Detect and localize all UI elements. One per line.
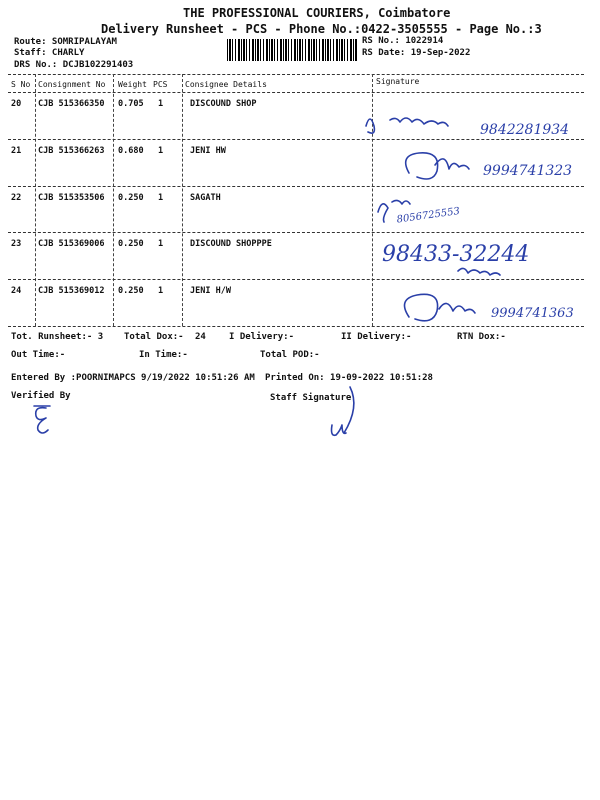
in-time: In Time:-	[139, 350, 188, 360]
signature-row-20	[360, 108, 590, 144]
signature-number: 98433-32244	[382, 242, 530, 267]
signature-number: 8056725553	[396, 205, 461, 226]
signature-row-21	[395, 145, 595, 187]
staff-signature-mark	[322, 385, 362, 443]
row-weight: 0.250	[118, 239, 144, 249]
signature-number: 9994741363	[491, 306, 574, 321]
signature-row-24	[395, 287, 595, 329]
row-rule	[8, 232, 584, 233]
col-header-consignee: Consignee Details	[185, 80, 267, 89]
total-dox-value: 24	[195, 332, 206, 342]
runsheet-title: Delivery Runsheet - PCS - Phone No.:0422-3505555 - Page No.:3	[101, 22, 542, 36]
header-rule	[8, 92, 584, 93]
row-sno: 21	[11, 146, 22, 156]
row-consignee: JENI HW	[190, 146, 226, 156]
row-weight: 0.680	[118, 146, 144, 156]
row-weight: 0.250	[118, 286, 144, 296]
signature-row-23	[378, 235, 588, 279]
col-header-signature: Signature	[376, 77, 420, 86]
row-consignment: CJB 515366350	[38, 99, 105, 109]
row-consignee: JENI H/W	[190, 286, 231, 296]
total-pod: Total POD:-	[260, 350, 320, 360]
out-time: Out Time:-	[11, 350, 66, 360]
ii-delivery: II Delivery:-	[341, 332, 412, 342]
staff-label: Staff: CHARLY	[14, 48, 85, 58]
row-sno: 24	[11, 286, 22, 296]
row-consignee: DISCOUND SHOPPPE	[190, 239, 272, 249]
row-weight: 0.250	[118, 193, 144, 203]
rs-number: RS No.: 1022914	[362, 36, 444, 46]
row-rule	[8, 279, 584, 280]
verified-by: Verified By	[11, 391, 71, 401]
row-sno: 20	[11, 99, 22, 109]
row-pcs: 1	[158, 99, 164, 109]
row-pcs: 1	[158, 286, 164, 296]
company-title: THE PROFESSIONAL COURIERS, Coimbatore	[183, 6, 451, 20]
col-divider	[182, 74, 183, 326]
col-divider	[113, 74, 114, 326]
verified-signature-mark	[28, 402, 58, 436]
drs-label: DRS No.: DCJB102291403	[14, 60, 134, 70]
col-divider	[35, 74, 36, 326]
row-consignment: CJB 515353506	[38, 193, 105, 203]
i-delivery: I Delivery:-	[229, 332, 295, 342]
table-top-rule	[8, 74, 584, 75]
row-consignment: CJB 515366263	[38, 146, 105, 156]
barcode	[227, 39, 357, 61]
row-weight: 0.705	[118, 99, 144, 109]
row-pcs: 1	[158, 239, 164, 249]
col-header-consignment: Consignment No	[38, 80, 106, 89]
row-consignee: DISCOUND SHOP	[190, 99, 257, 109]
entered-by: Entered By :POORNIMAPCS 9/19/2022 10:51:26 AM	[11, 373, 255, 383]
row-sno: 22	[11, 193, 22, 203]
row-consignee: SAGATH	[190, 193, 221, 203]
row-sno: 23	[11, 239, 22, 249]
printed-on: Printed On: 19-09-2022 10:51:28	[265, 373, 433, 383]
row-consignment: CJB 515369012	[38, 286, 105, 296]
row-consignment: CJB 515369006	[38, 239, 105, 249]
total-dox-label: Total Dox:-	[124, 332, 184, 342]
col-header-weight: Weight	[118, 80, 147, 89]
row-pcs: 1	[158, 146, 164, 156]
rs-date: RS Date: 19-Sep-2022	[362, 48, 471, 58]
col-header-sno: S No	[11, 80, 31, 89]
route-label: Route: SOMRIPALAYAM	[14, 37, 117, 47]
rtn-dox: RTN Dox:-	[457, 332, 506, 342]
staff-signature-label: Staff Signature	[270, 393, 352, 403]
col-header-pcs: PCS	[153, 80, 168, 89]
signature-number: 9842281934	[480, 122, 570, 138]
signature-row-22	[370, 192, 510, 226]
tot-runsheet: Tot. Runsheet:- 3	[11, 332, 104, 342]
signature-number: 9994741323	[483, 163, 573, 179]
row-pcs: 1	[158, 193, 164, 203]
